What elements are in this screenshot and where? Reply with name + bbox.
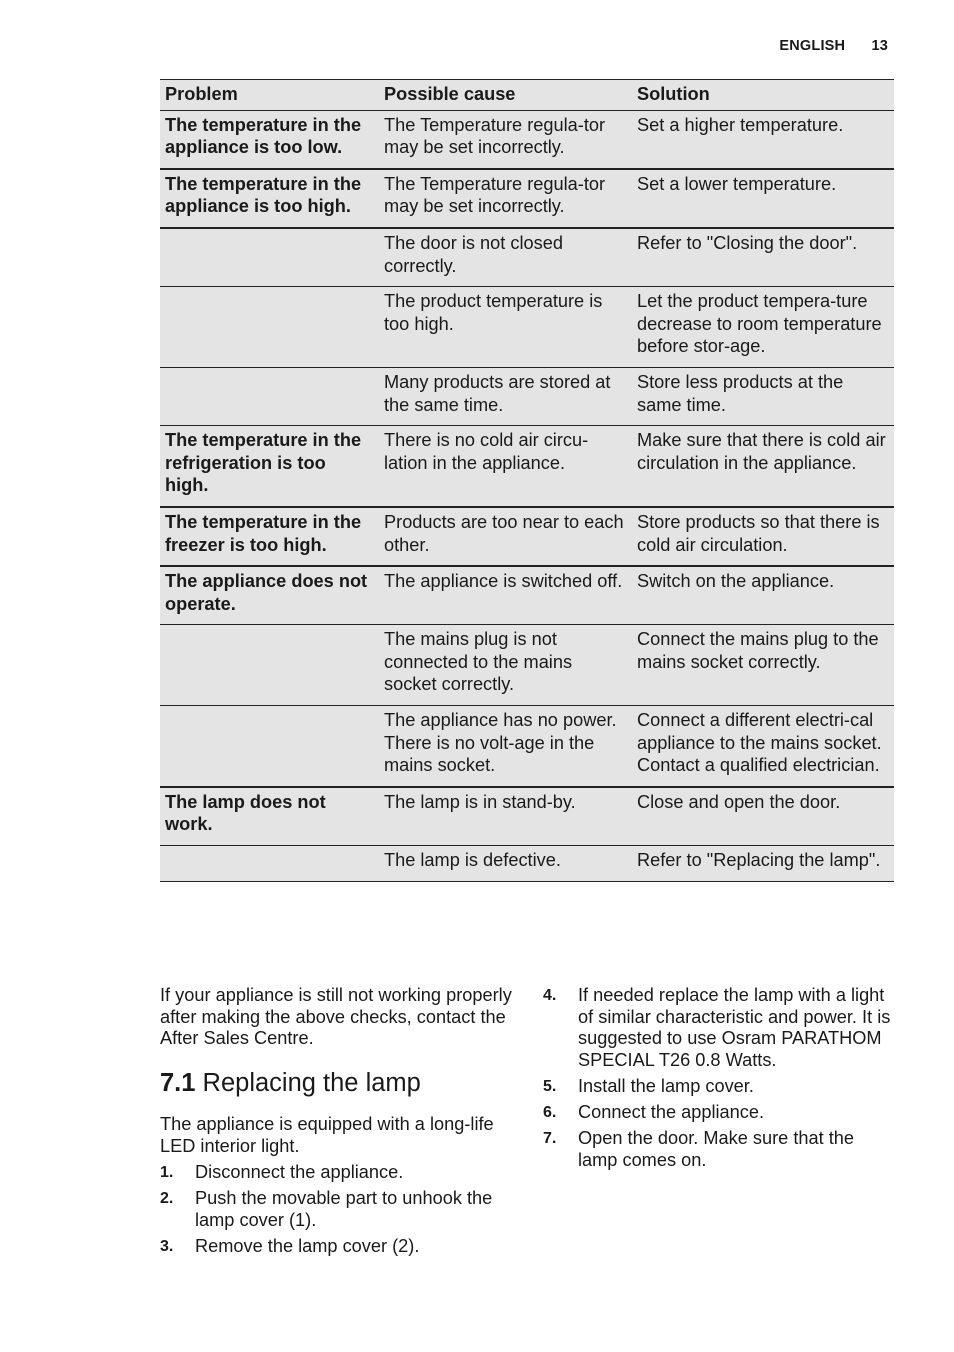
cause-cell: The Temperature regula-tor may be set incorrectly. [379,169,632,228]
step-number: 3. [160,1237,174,1255]
cause-cell: Products are too near to each other. [379,507,632,566]
solution-cell: Close and open the door. [632,787,894,846]
cause-cell: The lamp is in stand-by. [379,787,632,846]
solution-cell: Connect the mains plug to the mains socket correctly. [632,625,894,706]
section-intro: The appliance is equipped with a long-life LED interior light. [160,1114,494,1156]
table-row [160,110,894,169]
column-header-solution: Solution [632,80,894,111]
table-row [160,566,894,625]
table-row [160,625,894,706]
table-row [160,426,894,507]
problem-cell [160,228,379,287]
troubleshooting-table [160,79,894,882]
step-number: 5. [543,1077,557,1095]
list-item [543,1128,898,1171]
list-item [543,1102,898,1124]
table-row [160,507,894,566]
list-item [543,985,898,1071]
cause-cell: There is no cold air circu-lation in the appliance. [379,426,632,507]
column-header-cause: Possible cause [379,80,632,111]
column-header-problem: Problem [160,80,379,111]
problem-cell [160,706,379,787]
problem-cell: The temperature in the appliance is too high. [160,169,379,228]
solution-cell: Store less products at the same time. [632,367,894,425]
cause-cell: The product temperature is too high. [379,287,632,368]
solution-cell: Refer to "Closing the door". [632,228,894,287]
step-text: If needed replace the lamp with a light of similar characteristic and power. It is suggested to use Osram PARATHOM SPECIAL T26 0.8 Watts. [578,985,891,1070]
problem-cell [160,367,379,425]
problem-cell [160,287,379,368]
step-text: Disconnect the appliance. [195,1162,404,1182]
table-row [160,287,894,368]
list-item [160,1162,520,1184]
after-sales-note: If your appliance is still not working properly after making the above checks, contact the After Sales Centre. [160,985,512,1049]
cause-cell: The appliance is switched off. [379,566,632,625]
table-header-row [160,80,894,111]
table-row [160,228,894,287]
section-heading [160,1069,421,1098]
problem-cell: The appliance does not operate. [160,566,379,625]
table-row [160,367,894,425]
table-row [160,846,894,882]
cause-cell: Many products are stored at the same time. [379,367,632,425]
steps-list-right [543,985,898,1176]
step-text: Push the movable part to unhook the lamp cover (1). [195,1188,493,1230]
problem-cell [160,846,379,882]
solution-cell: Make sure that there is cold air circulation in the appliance. [632,426,894,507]
problem-cell: The temperature in the freezer is too high. [160,507,379,566]
section-title: Replacing the lamp [202,1069,421,1097]
solution-cell: Set a higher temperature. [632,110,894,169]
solution-cell: Set a lower temperature. [632,169,894,228]
table-row [160,787,894,846]
problem-cell: The temperature in the refrigeration is too high. [160,426,379,507]
page-number: 13 [871,38,888,54]
step-number: 4. [543,987,557,1004]
cause-cell: The Temperature regula-tor may be set incorrectly. [379,110,632,169]
cause-cell: The appliance has no power. There is no volt-age in the mains socket. [379,706,632,787]
solution-cell: Store products so that there is cold air circulation. [632,507,894,566]
problem-cell: The lamp does not work. [160,787,379,846]
step-text: Connect the appliance. [578,1101,765,1122]
list-item [160,1188,520,1231]
list-item [160,1236,520,1258]
solution-cell: Let the product tempera-ture decrease to room temperature before stor-age. [632,287,894,368]
steps-list-left [160,1162,520,1262]
section-number: 7.1 [160,1069,196,1097]
problem-cell: The temperature in the appliance is too low. [160,110,379,169]
solution-cell: Refer to "Replacing the lamp". [632,846,894,882]
step-text: Remove the lamp cover (2). [195,1235,420,1256]
table-row [160,169,894,228]
page-header [779,38,888,54]
step-text: Install the lamp cover. [578,1075,754,1096]
step-number: 6. [543,1103,557,1121]
step-text: Open the door. Make sure that the lamp comes on. [578,1128,855,1170]
solution-cell: Connect a different electri-cal appliance to the mains socket. Contact a qualified electrician. [632,706,894,787]
step-number: 2. [160,1190,174,1208]
solution-cell: Switch on the appliance. [632,566,894,625]
cause-cell: The lamp is defective. [379,846,632,882]
cause-cell: The mains plug is not connected to the mains socket correctly. [379,625,632,706]
step-number: 1. [160,1164,174,1181]
cause-cell: The door is not closed correctly. [379,228,632,287]
step-number: 7. [543,1130,557,1148]
table-row [160,706,894,787]
language-label: ENGLISH [779,38,846,54]
problem-cell [160,625,379,706]
list-item [543,1076,898,1098]
